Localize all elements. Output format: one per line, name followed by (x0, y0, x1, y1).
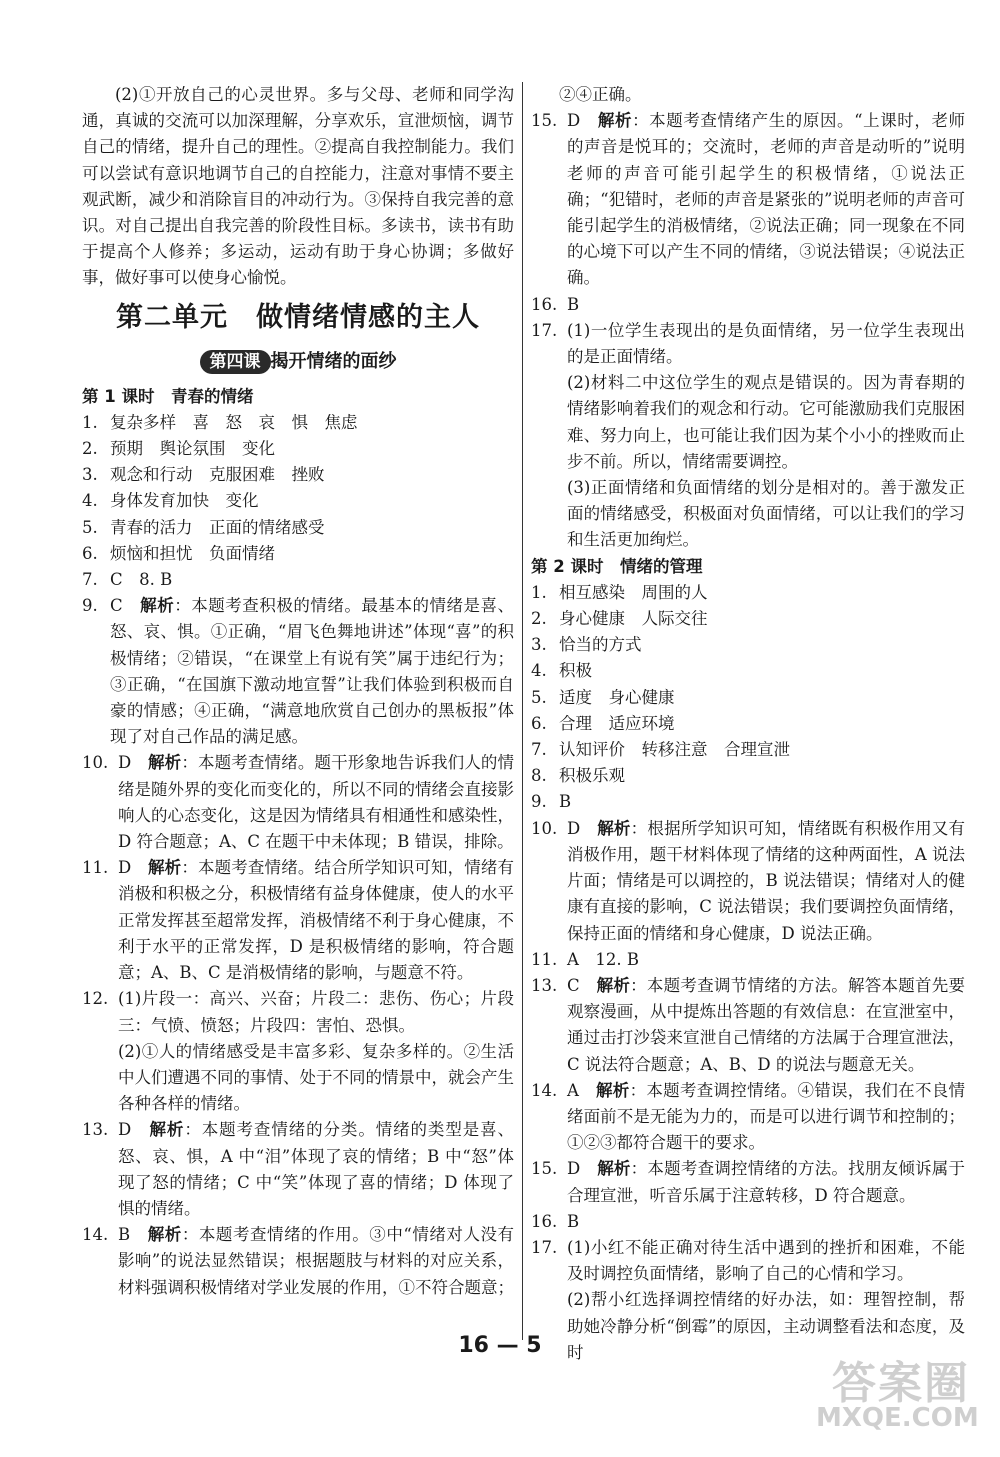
answer-paragraph: (2)①人的情绪感受是丰富多彩、复杂多样的。②生活中人们遭遇不同的事情、处于不同的情景中，就会产生各种各样的情绪。 (118, 1041, 514, 1114)
list-item: 5. 青春的活力 正面的情绪感受 (82, 517, 325, 537)
list-item: 6. 烦恼和担忧 负面情绪 (82, 543, 275, 563)
answer-item: 16. B (531, 294, 580, 314)
analysis-item: 14. B 解析：本题考查情绪的作用。③中“情绪对人没有影响”的说法显然错误；根据题肢与材料的对应关系，材料强调积极情绪对学业发展的作用，①不符合题意； (82, 1225, 515, 1297)
lesson-tag: 第四课 (200, 350, 271, 374)
lesson-header (82, 348, 514, 376)
list-item: 8. 积极乐观 (531, 766, 625, 786)
unit-title: 第二单元 做情绪情感的主人 (116, 301, 480, 333)
list-item: 3. 恰当的方式 (531, 635, 642, 655)
left-column (82, 82, 514, 1301)
answer-item: 16. B (531, 1211, 580, 1231)
list-item: 4. 身体发育加快 变化 (82, 491, 259, 511)
analysis-item: 15. D 解析：本题考查情绪产生的原因。“上课时，老师的声音是悦耳的；交流时，老师的声音是动听的”说明老师的声音可能引起学生的积极情绪，①说法正确；“犯错时，老师的声音是紧张的”说明老师的声音可能引起学生的消极情绪，②说法正确；同一现象在不同的心境下可以产生不同的情绪，③说法错误；④说法正确。 (531, 111, 966, 288)
watermark-url: MXQE.COM (816, 1403, 979, 1433)
lesson-title: 揭开情绪的面纱 (270, 350, 397, 372)
watermark-text: 答案圈 (832, 1358, 970, 1409)
answer-item: 11. A 12. B (531, 949, 640, 969)
intro-paragraph: (2)①开放自己的心灵世界。多与父母、老师和同学沟通，真诚的交流可以加深理解，分享欢乐，宣泄烦恼，调节自己的情绪，提升自己的理性。②提高自我控制能力。我们可以尝试有意识地调节自己的自控能力，注意对事情不要主观武断，减少和消除盲目的冲动行为。③保持自我完善的意识。对自己提出自我完善的阶段性目标。多读书，读书有助于提高个人修养；多运动，运动有助于身心协调；多做好事，做好事可以使身心愉悦。 (82, 85, 514, 288)
answer-paragraph: (2)材料二中这位学生的观点是错误的。因为青春期的情绪影响着我们的观念和行动。它可能激励我们克服困难、努力向上，也可能让我们因为某个小小的挫败而止步不前。所以，情绪需要调控。 (567, 373, 965, 471)
list-item: 5. 适度 身心健康 (531, 687, 675, 707)
watermark-logo (802, 1343, 982, 1443)
analysis-item: 13. C 解析：本题考查调节情绪的方法。解答本题首先要观察漫画，从中提炼出答题的有效信息：在宣泄室中，通过击打沙袋来宣泄自己情绪的方法属于合理宣泄法，C 说法符合题意；A、B、D 的说法与题意无关。 (531, 975, 966, 1074)
analysis-item: 11. D 解析：本题考查情绪。结合所学知识可知，情绪有消极和积极之分，积极情绪有益身体健康，使人的水平正常发挥甚至超常发挥，消极情绪不利于身心健康，不利于水平的正常发挥，D 是积极情绪的影响，符合题意；A、B、C 是消极情绪的影响，与题意不符。 (82, 858, 515, 983)
analysis-item: 9. C 解析：本题考查积极的情绪。最基本的情绪是喜、怒、哀、惧。①正确，“眉飞色舞地讲述”体现“喜”的积极情绪；②错误，“在课堂上有说有笑”属于违纪行为；③正确，“在国旗下激动地宣誓”让我们体验到积极而自豪的情感；④正确，“满意地欣赏自己创办的黑板报”体现了对自己作品的满足感。 (82, 596, 515, 747)
section-title: 第 1 课时 青春的情绪 (82, 386, 254, 406)
answer-paragraph: (2)帮小红选择调控情绪的好办法，如：理智控制，帮助她冷静分析“倒霉”的原因，主动调整看法和态度，及时 (567, 1290, 965, 1362)
list-item: 9. B (531, 792, 572, 812)
list-item: 2. 身心健康 人际交往 (531, 609, 708, 629)
analysis-item: 10. D 解析：根据所学知识可知，情绪既有积极作用又有消极作用，题干材料体现了情绪的这种两面性，A 说法片面；情绪是可以调控的，B 说法错误；情绪对人的健康有直接的影响，C 说法错误；我们要调控负面情绪，保持正面的情绪和身心健康，D 说法正确。 (531, 818, 966, 943)
list-item: 7. 认知评价 转移注意 合理宣泄 (531, 740, 790, 760)
list-item: 3. 观念和行动 克服困难 挫败 (82, 465, 325, 485)
list-item: 1. 复杂多样 喜 怒 哀 惧 焦虑 (82, 412, 358, 432)
answer-item: 17. (1)一位学生表现出的是负面情绪，另一位学生表现出的是正面情绪。 (531, 320, 965, 367)
answer-item: 12. (1)片段一：高兴、兴奋；片段二：悲伤、伤心；片段三：气愤、愤怒；片段四：害怕、恐惧。 (82, 989, 514, 1035)
continued-text: ②④正确。 (559, 85, 642, 104)
analysis-item: 14. A 解析：本题考查调控情绪。④错误，我们在不良情绪面前不是无能为力的，而是可以进行调节和控制的；①②③都符合题干的要求。 (531, 1080, 966, 1153)
answer-item: 17. (1)小红不能正确对待生活中遇到的挫折和困难，不能及时调控负面情绪，影响了自己的心情和学习。 (531, 1237, 965, 1284)
list-item: 4. 积极 (531, 661, 592, 681)
page-number: 16 — 5 (458, 1333, 542, 1358)
list-item: 7. C 8. B (82, 570, 173, 590)
analysis-item: 13. D 解析：本题考查情绪的分类。情绪的类型是喜、怒、哀、惧，A 中“泪”体现了哀的情绪；B 中“怒”体现了怒的情绪；C 中“笑”体现了喜的情绪；D 体现了惧的情绪。 (82, 1120, 515, 1218)
right-column (531, 82, 965, 1366)
section-title: 第 2 课时 情绪的管理 (531, 556, 703, 576)
analysis-item: 10. D 解析：本题考查情绪。题干形象地告诉我们人的情绪是随外界的变化而变化的，所以不同的情绪会直接影响人的心态变化，这是因为情绪具有相通性和感染性，D 符合题意；A、C 在题干中未体现；B 错误，排除。 (82, 753, 515, 852)
list-item: 1. 相互感染 周围的人 (531, 582, 708, 602)
answer-paragraph: (3)正面情绪和负面情绪的划分是相对的。善于激发正面的情绪感受，积极面对负面情绪，可以让我们的学习和生活更加绚烂。 (567, 478, 965, 550)
list-item: 2. 预期 舆论氛围 变化 (82, 439, 275, 459)
column-divider (522, 82, 523, 1340)
list-item: 6. 合理 适应环境 (531, 713, 675, 733)
analysis-item: 15. D 解析：本题考查调控情绪的方法。找朋友倾诉属于合理宣泄，听音乐属于注意转移，D 符合题意。 (531, 1159, 966, 1205)
